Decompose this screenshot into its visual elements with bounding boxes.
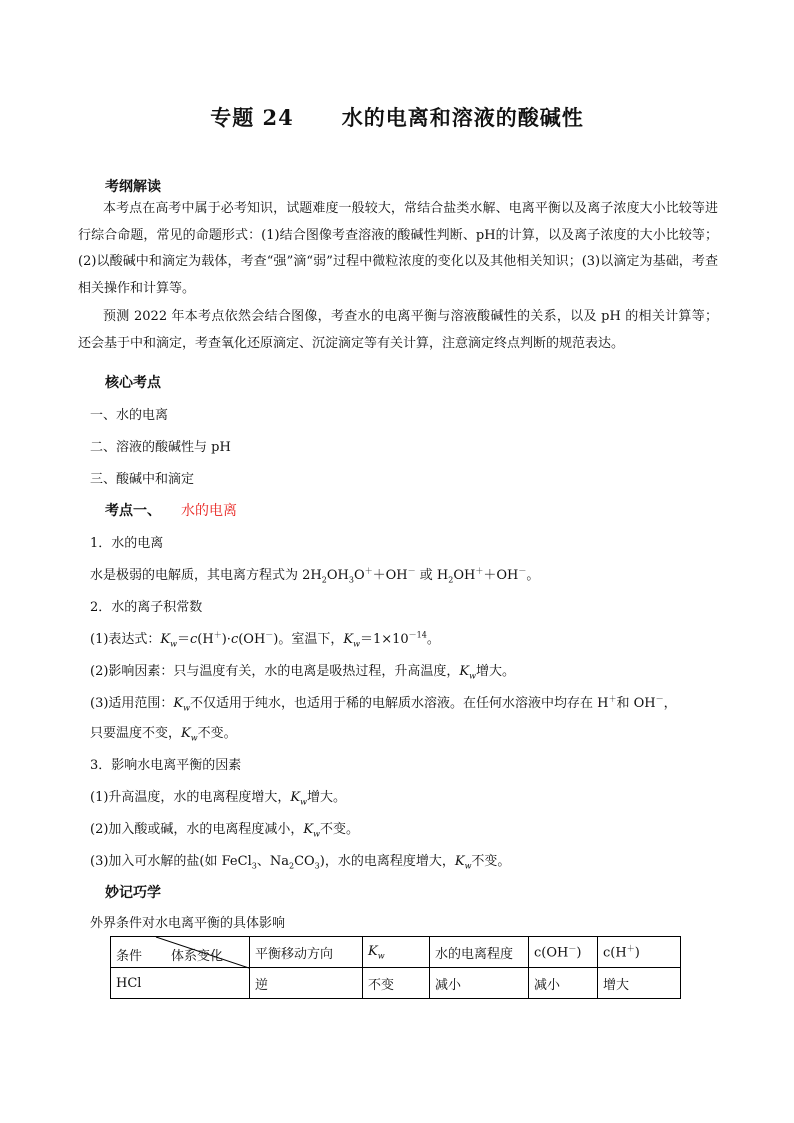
kp1-s2-scope-cont: 只要温度不变，$K_w$不变。 bbox=[90, 726, 237, 743]
core-item-3: 三、酸碱中和滴定 bbox=[90, 472, 195, 487]
outline-paragraph-1: 本考点在高考中属于必考知识，试题难度一般较大，常结合盐类水解、电离平衡以及离子浓度大小比较等进行综合命题，常见的命题形式：(1)结合图像考查溶液的酸碱性判断、pH的计算，以及离子浓度的大小比较等；(2)以酸碱中和滴定为载体，考查“强”滴“弱”过程中微粒浓度的变化以及其他相关知识；(3)以滴定为基础，考查相关操作和计算等。 bbox=[78, 201, 718, 296]
kp1-s2-title: 2．水的离子积常数 bbox=[90, 600, 203, 615]
header-c-oh: c(OH－) bbox=[529, 937, 598, 968]
corner-left-label: 条件 bbox=[116, 949, 143, 964]
kp1-s1-title: 1．水的电离 bbox=[90, 536, 164, 551]
outline-paragraph-2: 预测 2022 年本考点依然会结合图像，考查水的电离平衡与溶液酸碱性的关系，以及 pH 的相关计算等；还会基于中和滴定，考查氧化还原滴定、沉淀滴定等有关计算，注意滴定终点判断的规范表达。 bbox=[78, 309, 718, 351]
kp1-s2-factors: (2)影响因素：只与温度有关，水的电离是吸热过程，升高温度，$K_w$增大。 bbox=[90, 664, 516, 681]
kp1-s2-scope: (3)适用范围：$K_w$不仅适用于纯水，也适用于稀的电解质水溶液。在任何水溶液中均存在 H＋和 OH－， bbox=[90, 694, 677, 713]
cell-c-oh: 减小 bbox=[529, 968, 598, 999]
header-ionization-degree: 水的电离程度 bbox=[430, 937, 529, 968]
kp1-s1-equation: 水是极弱的电解质，其电离方程式为 $2H_2OH_3O^++OH^-$ 或 $H_2OH^++OH^-$。 bbox=[90, 566, 540, 585]
kp1-s2-expression: (1)表达式：$K_w=c(H^+)\cdot c(OH^-)$。室温下，$K_w=1\times 10^{-14}$。 bbox=[90, 630, 440, 649]
corner-right-label: 体系变化 bbox=[171, 949, 224, 964]
cell-kw: 不变 bbox=[363, 968, 430, 999]
table-caption: 外界条件对水电离平衡的具体影响 bbox=[90, 916, 286, 931]
section-heading-outline: 考纲解读 bbox=[105, 179, 161, 195]
kp1-name: 水的电离 bbox=[181, 503, 237, 519]
kp1-s3-item-3: (3)加入可水解的盐(如 FeCl$_3$、$Na_2CO_3$)，水的电离程度增大，$K_w$不变。 bbox=[90, 854, 511, 871]
title-main: 水的电离和溶液的酸碱性 bbox=[341, 105, 584, 130]
core-item-1: 一、水的电离 bbox=[90, 408, 169, 423]
table-row bbox=[111, 968, 681, 999]
title-prefix: 专题 24 bbox=[210, 105, 294, 130]
section-heading-core: 核心考点 bbox=[105, 375, 161, 391]
header-shift-direction: 平衡移动方向 bbox=[250, 937, 363, 968]
header-corner-cell bbox=[111, 937, 250, 968]
core-item-2: 二、溶液的酸碱性与 pH bbox=[90, 440, 231, 455]
influence-table bbox=[110, 936, 681, 999]
kp1-heading bbox=[105, 500, 237, 520]
table-header-row bbox=[111, 937, 681, 968]
cell-c-h: 增大 bbox=[598, 968, 681, 999]
cell-degree: 减小 bbox=[430, 968, 529, 999]
header-c-h: c(H＋) bbox=[598, 937, 681, 968]
kp1-s3-item-2: (2)加入酸或碱，水的电离程度减小，$K_w$不变。 bbox=[90, 822, 360, 839]
section-heading-memo: 妙记巧学 bbox=[105, 885, 161, 901]
kp1-label: 考点一、 bbox=[105, 503, 161, 519]
document-title bbox=[0, 102, 794, 132]
cell-shift: 逆 bbox=[250, 968, 363, 999]
kp1-s3-item-1: (1)升高温度，水的电离程度增大，$K_w$增大。 bbox=[90, 790, 347, 807]
cell-condition: HCl bbox=[111, 968, 250, 999]
header-kw: $K_w$ bbox=[363, 937, 430, 968]
kp1-s3-title: 3．影响水电离平衡的因素 bbox=[90, 758, 242, 773]
